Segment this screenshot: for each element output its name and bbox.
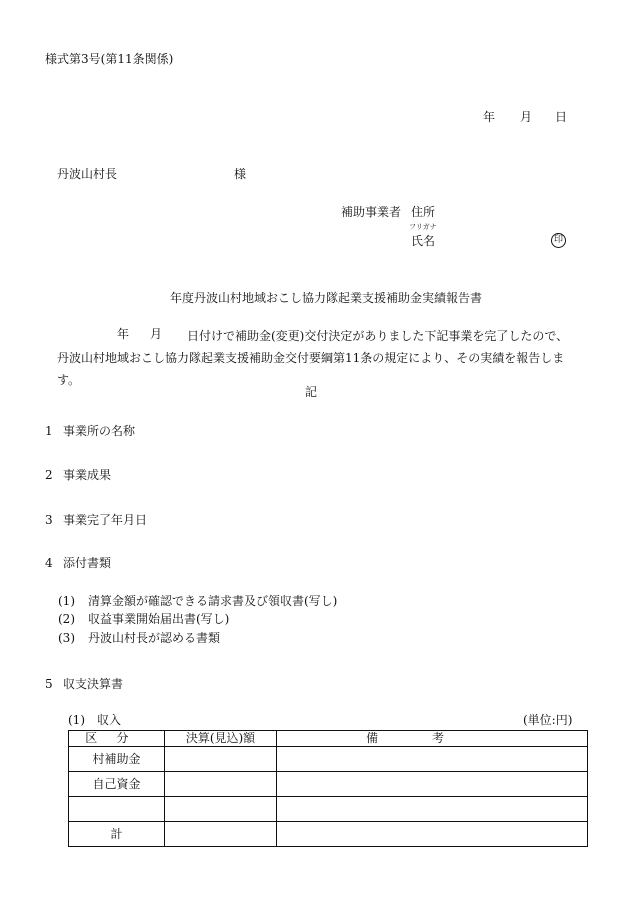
row-note xyxy=(277,797,588,822)
row-note xyxy=(277,747,588,772)
date-month: 月 xyxy=(520,110,533,124)
body-month: 月 xyxy=(150,327,163,341)
item-4-label: 添付書類 xyxy=(63,556,112,570)
attachment-1-num: (1) xyxy=(58,594,75,608)
attachment-3-label: 丹波山村長が認める書類 xyxy=(88,631,221,645)
budget-table xyxy=(68,730,588,847)
attachment-3-num: (3) xyxy=(58,631,75,645)
body-year: 年 xyxy=(117,327,130,341)
applicant-title: 補助事業者 xyxy=(341,205,402,219)
table-row xyxy=(69,797,588,822)
item-5-num: 5 xyxy=(45,677,53,691)
row-category: 自己資金 xyxy=(69,772,165,797)
table-row xyxy=(69,822,588,847)
row-category xyxy=(69,797,165,822)
budget-header-row xyxy=(69,731,588,747)
item-2-label: 事業成果 xyxy=(63,468,112,482)
item-3-num: 3 xyxy=(45,513,53,527)
ki-heading: 記 xyxy=(305,385,318,399)
budget-subtitle: 収入 xyxy=(97,713,122,727)
seal-mark-icon: 印 xyxy=(551,233,566,248)
item-5-label: 収支決算書 xyxy=(63,677,124,691)
header-category: 区分 xyxy=(69,731,165,747)
addressee-name: 丹波山村長 xyxy=(57,167,118,181)
row-amount xyxy=(165,822,277,847)
row-amount xyxy=(165,772,277,797)
row-amount xyxy=(165,797,277,822)
address-label: 住所 xyxy=(411,205,436,219)
document-title: 年度丹波山村地域おこし協力隊起業支援補助金実績報告書 xyxy=(170,291,483,305)
item-2-num: 2 xyxy=(45,468,53,482)
budget-unit: (単位:円) xyxy=(523,713,573,727)
table-row xyxy=(69,747,588,772)
row-category: 計 xyxy=(69,822,165,847)
budget-subtitle-num: (1) xyxy=(68,713,85,727)
row-amount xyxy=(165,747,277,772)
item-1-num: 1 xyxy=(45,424,53,438)
item-1-label: 事業所の名称 xyxy=(63,424,136,438)
row-note xyxy=(277,772,588,797)
furigana-label: フリガナ xyxy=(409,223,437,231)
date-year: 年 xyxy=(483,110,496,124)
item-3-label: 事業完了年月日 xyxy=(63,513,148,527)
date-day: 日 xyxy=(555,110,568,124)
name-label: 氏名 xyxy=(411,234,436,248)
form-label: 様式第3号(第11条関係) xyxy=(45,52,174,66)
table-row xyxy=(69,772,588,797)
attachment-2-num: (2) xyxy=(58,612,75,626)
header-note: 備考 xyxy=(277,731,588,747)
item-4-num: 4 xyxy=(45,556,53,570)
body-paragraph: 日付けで補助金(変更)交付決定がありました下記事業を完了したので、丹波山村地域おこし協力隊起業支援補助金交付要綱第11条の規定により、その実績を報告します。 xyxy=(57,329,569,387)
header-amount: 決算(見込)額 xyxy=(165,731,277,747)
row-category: 村補助金 xyxy=(69,747,165,772)
attachment-2-label: 収益事業開始届出書(写し) xyxy=(88,612,230,626)
attachment-1-label: 清算金額が確認できる請求書及び領収書(写し) xyxy=(88,594,338,608)
row-note xyxy=(277,822,588,847)
addressee-honorific: 様 xyxy=(234,167,247,181)
